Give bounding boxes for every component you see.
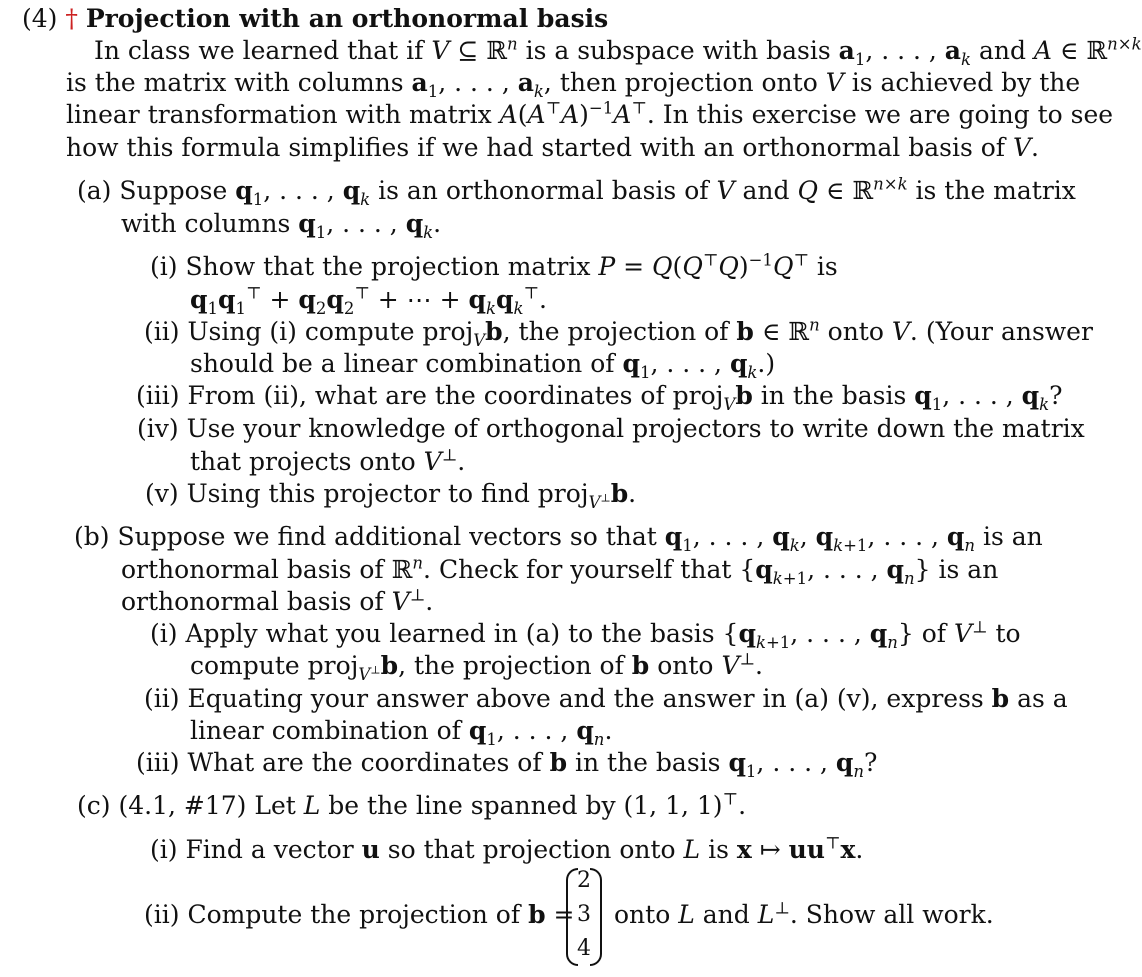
vector-b-entry-1: 2 (577, 868, 591, 893)
part-a-iii-label: (iii) (136, 381, 180, 410)
part-b-ii-label: (ii) (144, 684, 180, 713)
dagger-mark: † (65, 4, 78, 33)
part-c-label: (c) (77, 791, 111, 820)
part-b-iii-label: (iii) (136, 748, 180, 777)
part-b-i-label: (i) (150, 619, 178, 648)
right-paren (590, 868, 602, 966)
vector-b-matrix (560, 868, 608, 962)
part-c-i-label: (i) (150, 835, 178, 864)
part-c-ii-label: (ii) (144, 900, 180, 929)
part-a-label: (a) (77, 176, 112, 205)
part-a-iv-label: (iv) (137, 414, 179, 443)
problem-heading (22, 3, 608, 36)
part-a-ii-label: (ii) (144, 317, 180, 346)
part-a-i-label: (i) (150, 252, 178, 281)
vector-b-entry-2: 3 (577, 902, 591, 927)
citation: (4.1, #17) (118, 791, 247, 820)
problem-title: Projection with an orthonormal basis (85, 4, 609, 33)
problem-number: (4) (22, 4, 58, 33)
part-a-v-label: (v) (145, 479, 179, 508)
part-b-label: (b) (74, 522, 110, 551)
vector-b-entry-3: 4 (577, 936, 591, 961)
